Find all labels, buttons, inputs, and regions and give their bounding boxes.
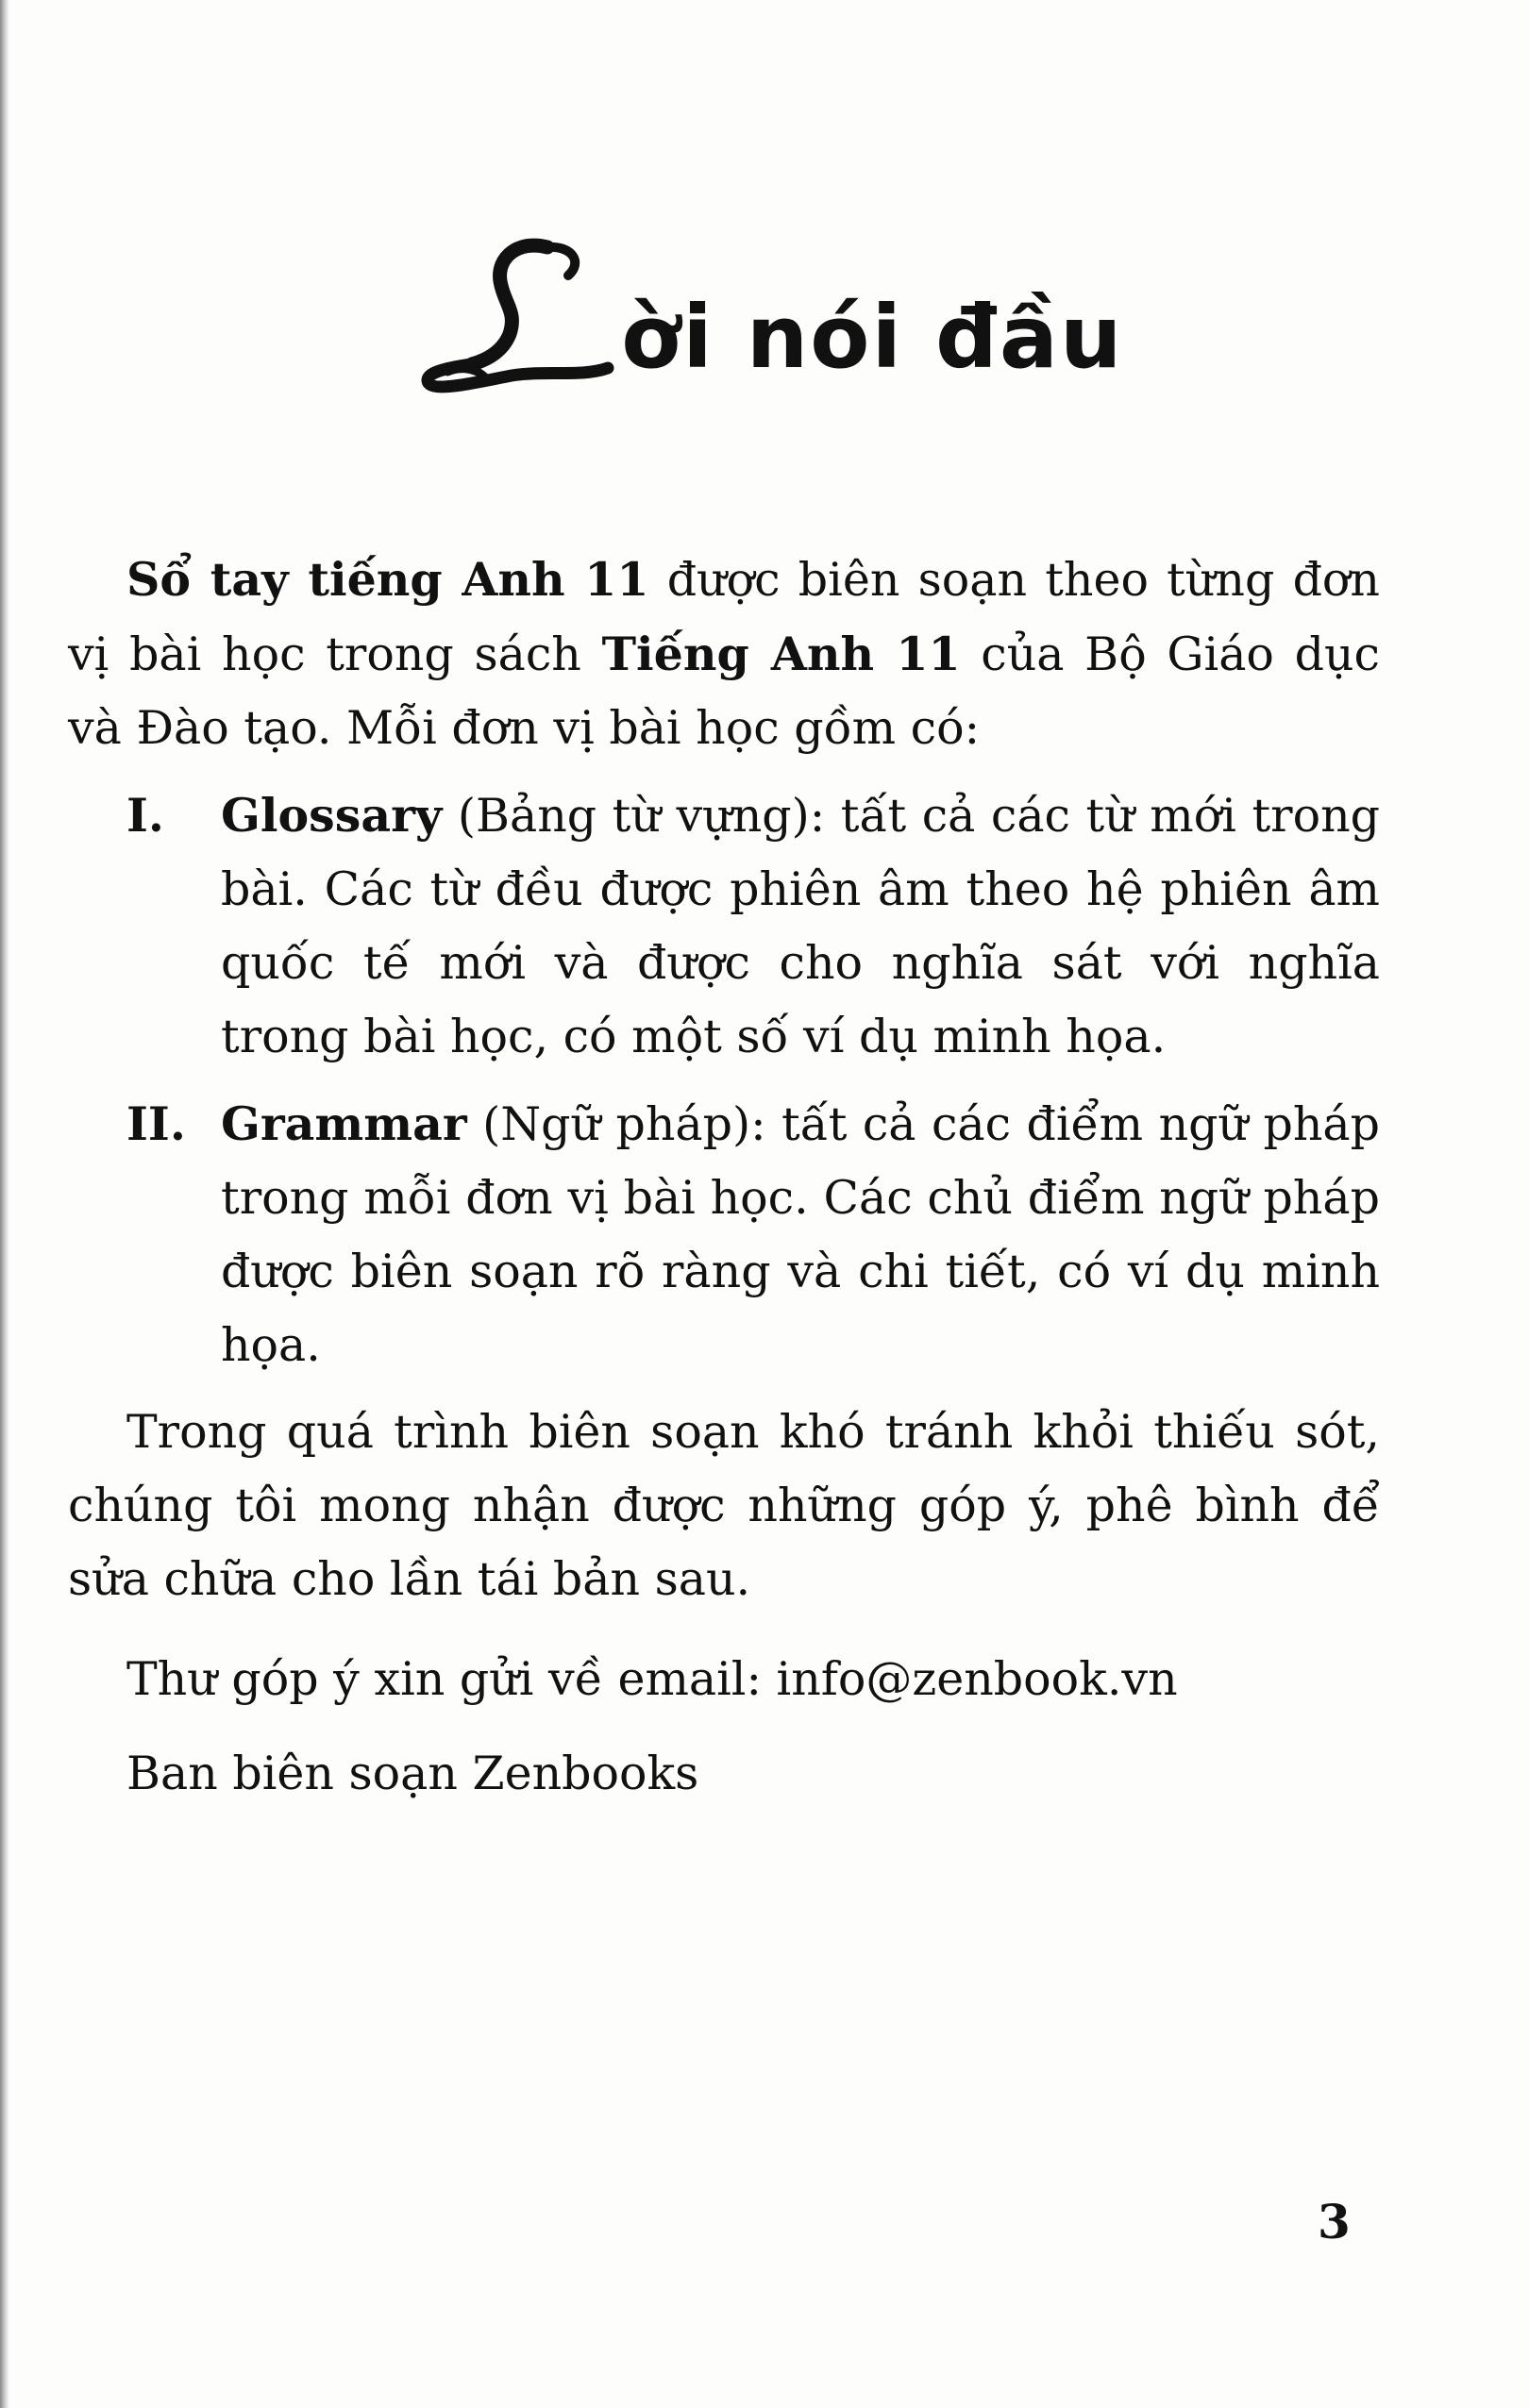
section-list [68, 778, 1380, 1382]
notebook-title: Sổ tay tiếng Anh 11 [126, 552, 649, 607]
decorative-script-letter [406, 236, 623, 396]
contact-line: Thư góp ý xin gửi về email: info@zenbook.vn [126, 1652, 1178, 1706]
intro-paragraph [68, 543, 1380, 765]
intro-text-1: được biên soạn theo từng đơn vị bài học trong sách [68, 553, 1380, 681]
list-item-term: Grammar [221, 1096, 467, 1151]
page-title [406, 236, 1161, 396]
list-marker: I. [126, 788, 164, 843]
list-marker: II. [126, 1096, 186, 1151]
intro-text-2: của Bộ Giáo dục và Đào tạo. Mỗi đơn vị bài học gồm có: [68, 627, 1381, 755]
page-spine-edge [0, 0, 9, 2408]
list-item-description: (Ngữ pháp): tất cả các điểm ngữ pháp trong mỗi đơn vị bài học. Các chủ điểm ngữ pháp được biên soạn rõ ràng và chi tiết, có ví dụ minh họa. [221, 1097, 1380, 1372]
list-item-term: Glossary [221, 788, 443, 843]
list-item-description: (Bảng từ vựng): tất cả các từ mới trong bài. Các từ đều được phiên âm theo hệ phiên âm quốc tế mới và được cho nghĩa sát với nghĩa trong bài học, có một số ví dụ minh họa. [221, 789, 1380, 1063]
page-number: 3 [1318, 2194, 1351, 2249]
preface-body [68, 543, 1380, 1811]
title-text: ời nói đầu [621, 287, 1124, 388]
list-item-grammar [68, 1087, 1380, 1382]
closing-paragraph: Trong quá trình biên soạn khó tránh khỏi thiếu sót, chúng tôi mong nhận được những góp ý, phê bình để sửa chữa cho lần tái bản sau. [68, 1405, 1380, 1606]
textbook-title: Tiếng Anh 11 [601, 627, 961, 681]
signature-line: Ban biên soạn Zenbooks [126, 1747, 699, 1800]
list-item-glossary [68, 778, 1380, 1074]
